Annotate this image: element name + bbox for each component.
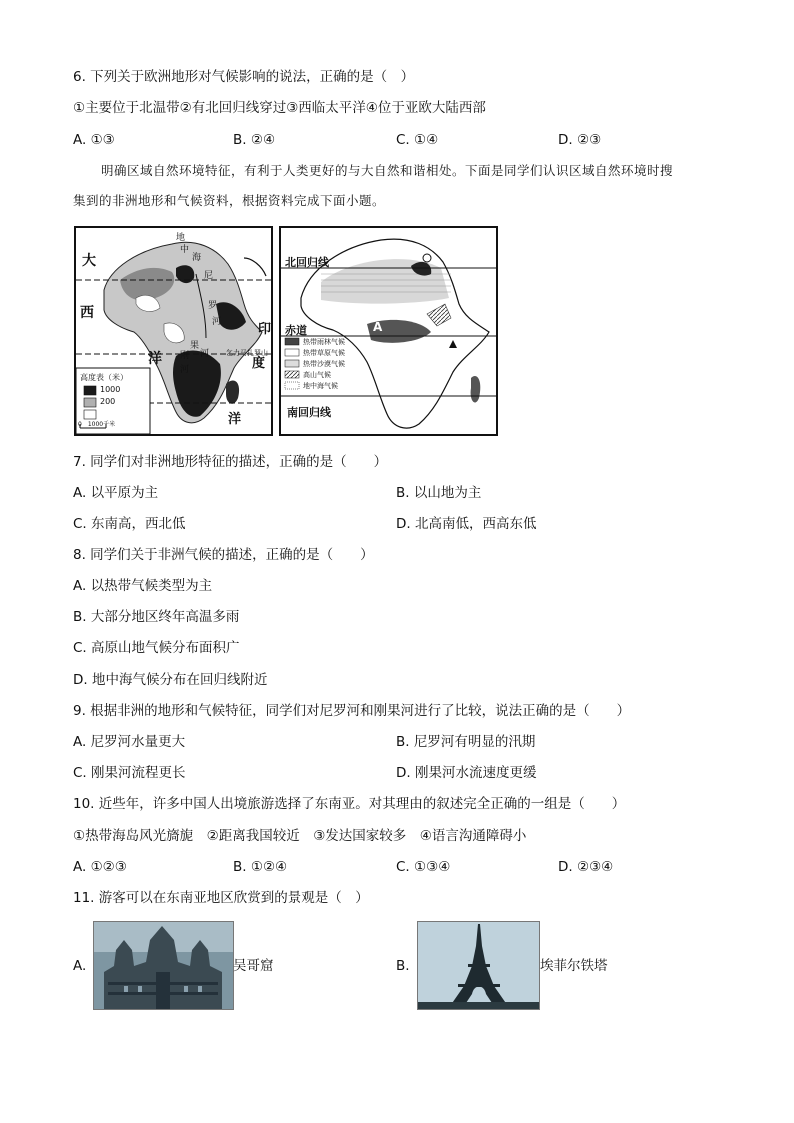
label-xi: 西	[80, 305, 94, 321]
label-yang-indian: 洋	[228, 412, 242, 427]
terrain-legend-title: 高度表（米）	[80, 373, 128, 382]
label-yin: 印	[258, 322, 272, 337]
label-luo: 罗	[208, 301, 218, 311]
q7-stem: 7. 同学们对非洲地形特征的描述，正确的是（ ）	[73, 454, 388, 470]
label-tropic-south: 南回归线	[287, 406, 331, 419]
climate-legend-mediterranean: 地中海气候	[303, 382, 338, 390]
q8-option-d[interactable]: D. 地中海气候分布在回归线附近	[73, 672, 268, 688]
q7-option-c[interactable]: C. 东南高，西北低	[73, 516, 186, 532]
q11-option-a-label: 吴哥窟	[233, 958, 274, 974]
climate-legend-highland: 高山气候	[303, 371, 331, 379]
q8-option-b[interactable]: B. 大部分地区终年高温多雨	[73, 609, 240, 625]
q10-option-c[interactable]: C. ①③④	[396, 859, 451, 875]
label-zhong: 中	[180, 245, 190, 255]
africa-climate-map	[279, 226, 498, 436]
intro-line-2: 集到的非洲地形和气候资料，根据资料完成下面小题。	[73, 193, 386, 208]
terrain-legend-200: 200	[100, 397, 116, 406]
africa-terrain-map	[74, 226, 273, 436]
climate-legend-desert: 热带沙漠气候	[303, 360, 345, 368]
q9-option-a[interactable]: A. 尼罗河水量更大	[73, 734, 186, 750]
q8-option-a[interactable]: A. 以热带气候类型为主	[73, 578, 213, 594]
q9-option-b[interactable]: B. 尼罗河有明显的汛期	[396, 734, 536, 750]
q10-option-b[interactable]: B. ①②④	[233, 859, 288, 875]
angkor-wat-photo	[93, 921, 234, 1010]
label-tropic-north: 北回归线	[285, 256, 329, 269]
label-ni: 尼	[204, 271, 214, 281]
q7-option-a[interactable]: A. 以平原为主	[73, 485, 159, 501]
label-yang-atlantic: 洋	[148, 351, 162, 367]
q7-option-b[interactable]: B. 以山地为主	[396, 485, 482, 501]
climate-legend-rainforest: 热带雨林气候	[303, 338, 345, 346]
eiffel-tower-photo	[417, 921, 540, 1010]
q11-stem: 11. 游客可以在东南亚地区欣赏到的景观是（ ）	[73, 890, 369, 906]
q6-option-c[interactable]: C. ①④	[396, 132, 439, 148]
label-gang: 刚	[180, 351, 190, 361]
label-hai: 海	[192, 253, 202, 263]
q9-option-d[interactable]: D. 刚果河水流速度更缓	[396, 765, 537, 781]
label-da: 大	[82, 253, 96, 269]
marker-a: A	[373, 320, 383, 334]
label-du: 度	[252, 356, 266, 371]
climate-legend-savanna: 热带草原气候	[303, 349, 345, 357]
label-he-nile: 河	[212, 317, 222, 327]
q6-option-a[interactable]: A. ①③	[73, 132, 115, 148]
q10-option-d[interactable]: D. ②③④	[558, 859, 614, 875]
q6-option-d[interactable]: D. ②③	[558, 132, 602, 148]
label-he-congo: 河	[200, 349, 210, 359]
terrain-scale: 0 1000千米	[78, 421, 116, 428]
q11-option-b-letter[interactable]: B.	[396, 958, 410, 974]
q8-stem: 8. 同学们关于非洲气候的描述，正确的是（ ）	[73, 547, 374, 563]
q11-option-b-label: 埃菲尔铁塔	[540, 958, 608, 974]
q11-option-a-letter[interactable]: A.	[73, 958, 87, 974]
q10-stem: 10. 近些年，许多中国人出境旅游选择了东南亚。对其理由的叙述完全正确的一组是（ ）	[73, 796, 626, 812]
q9-option-c[interactable]: C. 刚果河流程更长	[73, 765, 186, 781]
terrain-legend-1000: 1000	[100, 385, 121, 394]
q8-option-c[interactable]: C. 高原山地气候分布面积广	[73, 640, 240, 656]
label-equator: 赤道	[285, 324, 307, 337]
q6-statements: ①主要位于北温带②有北回归线穿过③西临太平洋④位于亚欧大陆西部	[73, 100, 486, 116]
label-he-extra: 河	[180, 365, 190, 375]
q6-option-b[interactable]: B. ②④	[233, 132, 276, 148]
q10-statements: ①热带海岛风光旖旎 ②距离我国较近 ③发达国家较多 ④语言沟通障碍小	[73, 828, 527, 844]
q9-stem: 9. 根据非洲的地形和气候特征，同学们对尼罗河和刚果河进行了比较，说法正确的是（ ）	[73, 703, 631, 719]
q6-stem: 6. 下列关于欧洲地形对气候影响的说法，正确的是（ ）	[73, 69, 415, 85]
label-guo: 果	[190, 341, 200, 351]
q7-option-d[interactable]: D. 北高南低，西高东低	[396, 516, 537, 532]
label-kilimanjaro: 乞力马扎罗山	[226, 349, 268, 357]
intro-line-1: 明确区域自然环境特征，有利于人类更好的与大自然和谐相处。下面是同学们认识区域自然环境时搜	[101, 163, 674, 178]
q10-option-a[interactable]: A. ①②③	[73, 859, 127, 875]
label-di: 地	[176, 233, 186, 243]
